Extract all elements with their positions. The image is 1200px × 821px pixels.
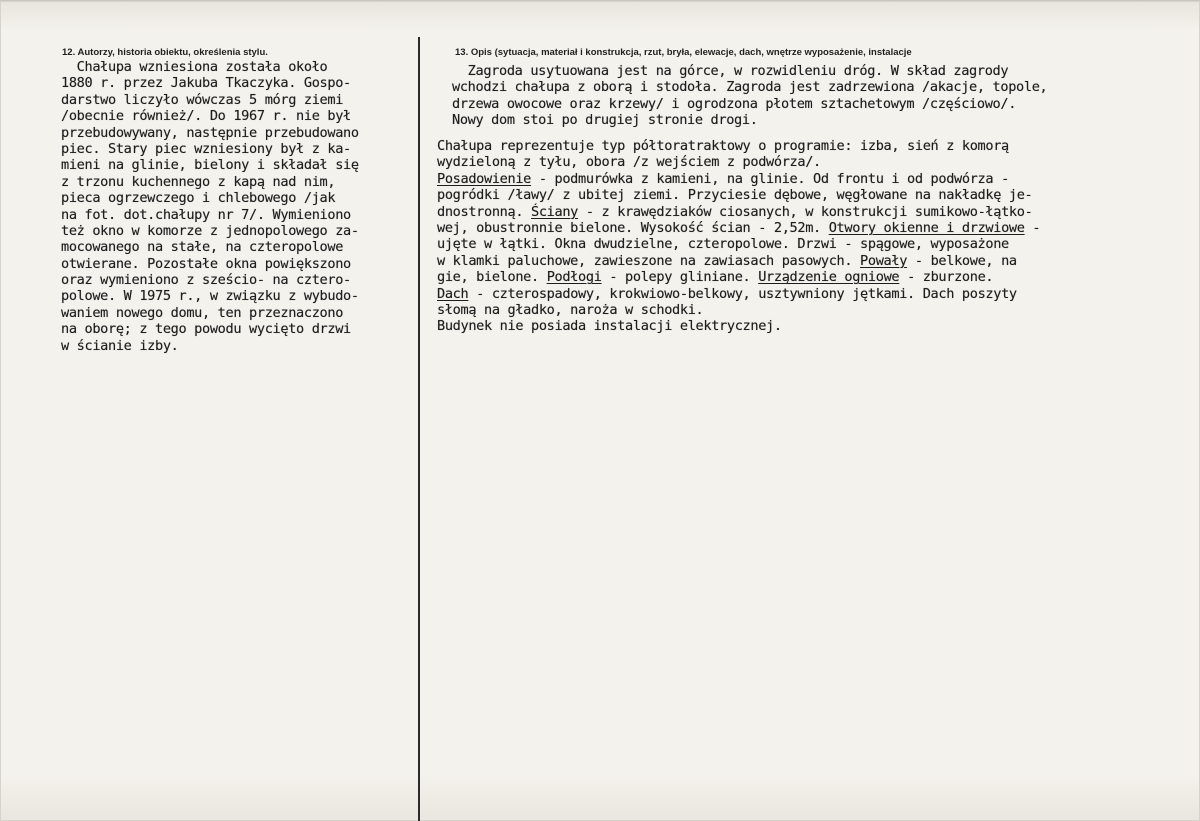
construction-text-line <box>437 253 1040 269</box>
construction-text-line <box>437 204 1040 220</box>
text-segment: dnostronną. <box>437 203 532 220</box>
construction-text-line <box>437 236 1040 252</box>
construction-text-line <box>437 220 1040 236</box>
construction-text-line <box>437 302 1040 318</box>
construction-text-line <box>437 138 1040 154</box>
text-segment: - zburzone. <box>899 269 994 286</box>
construction-text-line <box>437 187 1040 203</box>
location-text-line: wchodzi chałupa z oborą i stodoła. Zagroda jest zadrzewiona /akacje, topole, <box>452 79 1048 96</box>
text-segment: - czterospadowy, krokwiowo-belkowy, usztywniony jętkami. Dach poszyty <box>468 285 1017 302</box>
underlined-term: Ściany <box>531 203 579 220</box>
history-text-line: przebudowywany, następnie przebudowano <box>61 124 359 141</box>
text-segment: - podmurówka z kamieni, na glinie. Od frontu i od podwórza - <box>531 170 1009 187</box>
history-text-line: w ścianie izby. <box>61 337 179 354</box>
section-13-heading: 13. Opis (sytuacja, materiał i konstrukcja, rzut, bryła, elewacje, dach, wnętrze wyposażenie, instalacje <box>455 47 912 58</box>
history-text-column <box>61 59 359 354</box>
history-text-line: Chałupa wzniesiona została około <box>61 59 328 75</box>
text-segment: ujęte w łątki. Okna dwudzielne, czteropolowe. Drzwi - spągowe, wyposażone <box>437 236 1009 253</box>
text-segment: wej, obustronnie bielone. Wysokość ścian - 2,52m. <box>437 219 829 236</box>
construction-text-line <box>437 269 1040 285</box>
location-text-line: drzewa owocowe oraz krzewy/ i ogrodzona płotem sztachetowym /częściowo/. <box>452 95 1017 112</box>
underlined-term: Podłogi <box>546 269 602 286</box>
history-text-line: darstwo liczyło wówczas 5 mórg ziemi <box>61 91 344 108</box>
text-segment: w klamki paluchowe, zawieszone na zawiasach pasowych. <box>437 252 861 269</box>
text-segment: Budynek nie posiada instalacji elektrycznej. <box>437 318 782 335</box>
location-text-line: Nowy dom stoi po drugiej stronie drogi. <box>452 112 758 129</box>
history-text-line: 1880 r. przez Jakuba Tkaczyka. Gospo- <box>61 75 351 92</box>
history-text-line: na oborę; z tego powodu wycięto drzwi <box>61 321 351 338</box>
history-text-line: otwierane. Pozostałe okna powiększono <box>61 255 351 272</box>
text-segment: - belkowe, na <box>907 252 1017 269</box>
text-segment: - z krawędziaków ciosanych, w konstrukcji sumikowo-łątko- <box>578 203 1033 220</box>
text-segment: słomą na gładko, naroża w schodki. <box>437 301 704 318</box>
construction-text-line <box>437 318 1040 334</box>
construction-text-line <box>437 286 1040 302</box>
description-paragraph-location <box>452 63 1047 129</box>
history-text-line: oraz wymieniono z sześcio- na cztero- <box>61 272 351 289</box>
history-text-line: piec. Stary piec wzniesiony był z ka- <box>61 140 351 157</box>
text-segment: Chałupa reprezentuje typ półtoratraktowy o programie: izba, sień z komorą <box>437 138 1009 154</box>
history-text-line: /obecnie również/. Do 1967 r. nie był <box>61 108 351 125</box>
text-segment: gie, bielone. <box>437 269 547 286</box>
history-text-line: na fot. dot.chałupy nr 7/. Wymieniono <box>61 206 351 223</box>
text-segment: pogródki /ławy/ z ubitej ziemi. Przyciesie dębowe, węgłowane na nakładkę je- <box>437 187 1033 204</box>
text-segment: - polepy gliniane. <box>601 269 759 286</box>
history-text-line: mocowanego na stałe, na czteropolowe <box>61 239 344 256</box>
column-divider <box>418 37 420 821</box>
underlined-term: Otwory okienne i drzwiowe <box>828 219 1025 236</box>
text-segment: - <box>1024 219 1041 236</box>
text-segment: wydzieloną z tyłu, obora /z wejściem z podwórza/. <box>437 154 821 171</box>
construction-text-line <box>437 171 1040 187</box>
section-12-heading: 12. Autorzy, historia obiektu, określenia stylu. <box>62 47 268 58</box>
description-paragraph-construction <box>437 138 1040 335</box>
history-text-line: pieca ogrzewczego i chlebowego /jak <box>61 190 336 207</box>
history-text-line: też okno w komorze z jednopolowego za- <box>61 222 359 239</box>
underlined-term: Dach <box>437 285 469 302</box>
history-text-line: polowe. W 1975 r., w związku z wybudo- <box>61 288 359 305</box>
underlined-term: Posadowienie <box>437 170 532 187</box>
history-text-line: waniem nowego domu, ten przeznaczono <box>61 304 344 321</box>
history-text-line: mieni na glinie, bielony i składał się <box>61 157 359 174</box>
underlined-term: Urządzenie ogniowe <box>758 269 900 286</box>
history-text-line: z trzonu kuchennego z kapą nad nim, <box>61 173 336 190</box>
construction-text-line <box>437 154 1040 170</box>
location-text-line: Zagroda usytuowana jest na górce, w rozwidleniu dróg. W skład zagrody <box>452 63 1009 79</box>
underlined-term: Powały <box>860 252 908 269</box>
